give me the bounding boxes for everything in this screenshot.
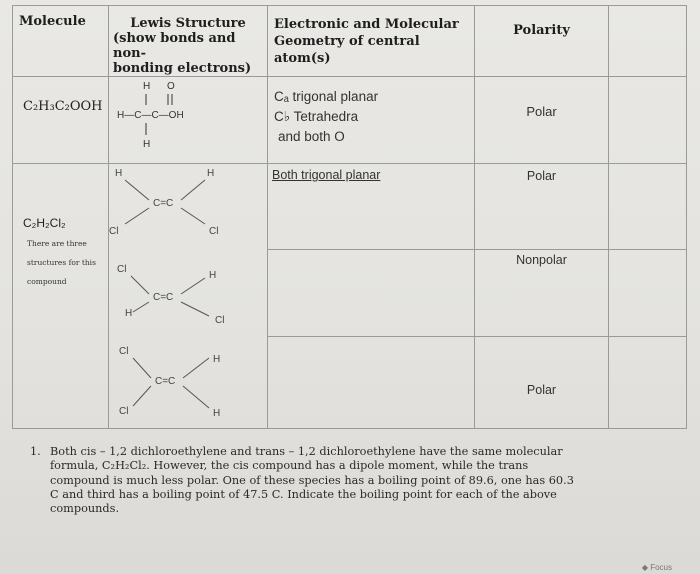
isomer3-cc: C=C [155, 376, 176, 387]
question-line-1: Both cis – 1,2 dichloroethylene and trans – 1,2 dichloroethylene have the same molecular [50, 445, 563, 458]
cell-geometry-4 [268, 336, 475, 428]
isomer2-h-right: H [209, 270, 217, 281]
question-number: 1. [30, 445, 41, 458]
question-line-2: formula, C₂H₂Cl₂. However, the cis compound has a dipole moment, while the trans [50, 459, 529, 473]
geometry-line-3: and both O [278, 129, 345, 144]
note-line-2: structures for this [27, 258, 96, 267]
isomer3-cl-top: Cl [119, 346, 129, 357]
molecule-table [12, 5, 687, 429]
isomer1-h-right: H [207, 168, 215, 179]
isomer2-h-left: H [125, 308, 133, 319]
lewis-structures-dichloroethylene [109, 164, 268, 428]
note-line-3: compound [27, 277, 67, 286]
isomer1-cl-right: Cl [209, 226, 219, 237]
isomer3-h-top: H [213, 354, 221, 365]
geometry-line-2: C♭ Tetrahedra [274, 109, 359, 124]
header-molecule: Molecule [13, 6, 109, 77]
row-acetic-acid [13, 77, 687, 164]
cell-polarity-1 [475, 77, 609, 164]
header-empty-cell [609, 6, 687, 77]
lewis-atom-h-bottom: H [143, 139, 151, 150]
focus-icon: ◆ [641, 563, 648, 572]
lewis-atom-h-top: H [143, 81, 151, 92]
cell-geometry-2 [268, 164, 475, 250]
geometry-line-1: Cₐ trigonal planar [274, 89, 379, 104]
cell-molecule-2 [13, 164, 109, 429]
cell-molecule-1 [13, 77, 109, 164]
header-lewis-structure: Lewis Structure (show bonds and non- bonding electrons) [109, 6, 268, 77]
header-row [13, 6, 687, 77]
row-dichloro-1 [13, 164, 687, 250]
empty-cell-4 [609, 336, 687, 428]
isomer3-cl-bottom: Cl [119, 406, 129, 417]
polarity-value-1: Polar [526, 104, 557, 119]
header-geometry: Electronic and Molecular Geometry of central atom(s) [268, 6, 475, 77]
cell-polarity-2 [475, 164, 609, 250]
isomer1-cl-left: Cl [109, 226, 119, 237]
note-line-1: There are three [27, 239, 87, 248]
lewis-atom-o-top: O [167, 81, 175, 92]
cell-lewis-2 [109, 164, 268, 429]
isomer1-h-left: H [115, 168, 123, 179]
cell-geometry-3 [268, 250, 475, 336]
isomer2-cc: C=C [153, 292, 174, 303]
cell-polarity-3 [475, 250, 609, 336]
geometry-value-2: Both trigonal planar [272, 168, 381, 182]
question-line-4: C and third has a boiling point of 47.5 C. Indicate the boiling point for each of the above [50, 487, 557, 501]
polarity-value-2: Polar [526, 169, 557, 183]
empty-cell-3 [609, 250, 687, 336]
focus-indicator [642, 563, 672, 572]
header-polarity: Polarity [475, 6, 609, 77]
question-line-5: compounds. [50, 502, 120, 516]
molecule-formula-2: C₂H₂Cl₂ [23, 216, 66, 230]
polarity-value-4: Polar [526, 382, 557, 397]
empty-cell-1 [609, 77, 687, 164]
isomer2-cl-bottom: Cl [215, 315, 225, 326]
focus-label: Focus [650, 563, 672, 572]
empty-cell-2 [609, 164, 687, 250]
lewis-structure-acetic-acid [109, 77, 268, 163]
question-line-3: compound is much less polar. One of these species has a boiling point of 89.6, one has 60.3 [50, 473, 574, 487]
cell-geometry-1 [268, 77, 475, 164]
molecule-formula-1: C₂H₃C₂OOH [23, 99, 103, 114]
lewis-main-chain: H—C—C—OH [117, 110, 184, 121]
cell-polarity-4 [475, 336, 609, 428]
polarity-value-3: Nonpolar [516, 253, 567, 268]
cell-lewis-1 [109, 77, 268, 164]
question-1 [30, 445, 590, 516]
isomer1-cc: C=C [153, 198, 174, 209]
isomer3-h-bottom: H [213, 408, 221, 419]
isomer2-cl-top: Cl [117, 264, 127, 275]
